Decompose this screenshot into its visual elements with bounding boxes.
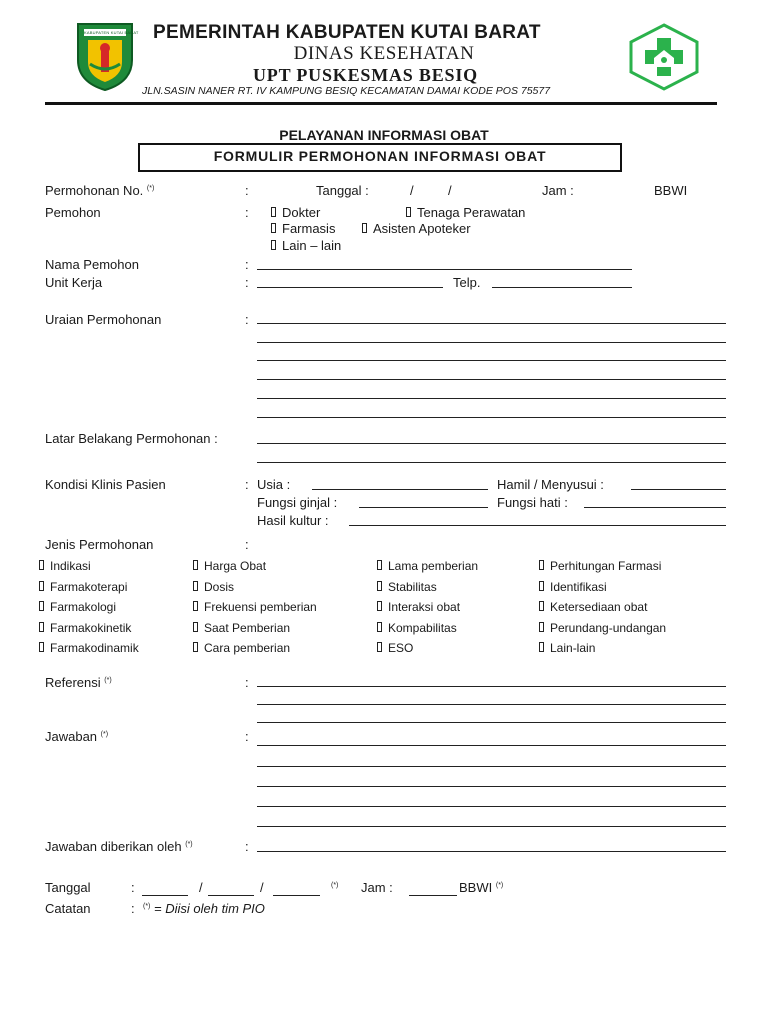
hamil-label: Hamil / Menyusui : [497,477,604,492]
kondisi-label: Kondisi Klinis Pasien [45,477,166,492]
form-title: FORMULIR PERMOHONAN INFORMASI OBAT [213,148,547,164]
colon: : [245,275,249,290]
checkbox[interactable] [193,622,198,632]
latar-line[interactable] [257,443,726,444]
jawaban-line[interactable] [257,766,726,767]
form-title-box [138,143,622,172]
checkbox[interactable] [377,622,382,632]
uraian-line[interactable] [257,398,726,399]
checkbox[interactable] [406,207,411,217]
date-slash: / [199,880,203,895]
checkbox[interactable] [39,601,44,611]
jawaban-line[interactable] [257,806,726,807]
colon: : [245,205,249,220]
jenis-item[interactable]: ESO [377,641,413,655]
colon: : [245,312,249,327]
checkbox[interactable] [362,223,367,233]
header-address: JLN.SASIN NANER RT. IV KAMPUNG BESIQ KECAMATAN DAMAI KODE POS 75577 [142,85,551,97]
checkbox[interactable] [39,642,44,652]
referensi-line[interactable] [257,686,726,687]
permohonan-no-label: Permohonan No. (*) [45,183,155,198]
jawaban-label: Jawaban (*) [45,729,109,744]
header-rule [45,102,717,105]
fungsi-hati-label: Fungsi hati : [497,495,568,510]
checkbox[interactable] [193,560,198,570]
latar-line[interactable] [257,462,726,463]
telp-field[interactable] [492,287,632,288]
checkbox[interactable] [193,581,198,591]
date-slash: / [410,183,414,198]
usia-label: Usia : [257,477,291,492]
pemohon-label: Pemohon [45,205,101,220]
jenis-item[interactable]: Interaksi obat [377,600,460,614]
tanggal-label: Tanggal : [316,183,369,198]
uraian-line[interactable] [257,417,726,418]
catatan-label: Catatan [45,901,91,916]
header-line2: DINAS KESEHATAN [293,43,475,64]
jawaban-line[interactable] [257,826,726,827]
unit-kerja-label: Unit Kerja [45,275,103,290]
uraian-label: Uraian Permohonan [45,312,162,327]
jenis-item[interactable]: Lain-lain [539,641,595,655]
option-asisten-apoteker[interactable]: Asisten Apoteker [362,221,471,236]
uraian-line[interactable] [257,342,726,343]
footer-tanggal-label: Tanggal [45,880,91,895]
checkbox[interactable] [539,642,544,652]
jenis-item[interactable]: Ketersediaan obat [539,600,647,614]
checkbox[interactable] [377,560,382,570]
nama-pemohon-field[interactable] [257,269,632,270]
unit-kerja-field[interactable] [257,287,443,288]
hamil-field[interactable] [631,489,726,490]
checkbox[interactable] [193,601,198,611]
checkbox[interactable] [539,622,544,632]
jenis-item[interactable]: Perhitungan Farmasi [539,559,661,573]
jam-label: Jam : [542,183,574,198]
header-line3: UPT PUSKESMAS BESIQ [253,65,478,85]
checkbox[interactable] [271,240,276,250]
referensi-label: Referensi (*) [45,675,112,690]
checkbox[interactable] [39,622,44,632]
header-line1: PEMERINTAH KABUPATEN KUTAI BARAT [153,22,541,43]
option-dokter[interactable]: Dokter [271,205,320,220]
nama-pemohon-label: Nama Pemohon [45,257,139,272]
date-slash: / [448,183,452,198]
checkbox[interactable] [539,581,544,591]
latar-label: Latar Belakang Permohonan : [45,431,218,446]
jawaban-line[interactable] [257,786,726,787]
colon: : [131,901,135,916]
jawaban-oleh-field[interactable] [257,851,726,852]
jenis-item[interactable]: Kompabilitas [377,621,457,635]
jenis-item[interactable]: Frekuensi pemberian [193,600,317,614]
checkbox[interactable] [39,560,44,570]
jenis-item[interactable]: Saat Pemberian [193,621,290,635]
referensi-line[interactable] [257,722,726,723]
checkbox[interactable] [271,223,276,233]
jenis-item[interactable]: Indikasi [39,559,91,573]
jenis-item[interactable]: Perundang-undangan [539,621,666,635]
usia-field[interactable] [312,489,488,490]
jawaban-line[interactable] [257,745,726,746]
jenis-item[interactable]: Stabilitas [377,580,437,594]
footer-year-field[interactable] [273,895,320,896]
footer-jam-label: Jam : [361,880,393,895]
checkbox[interactable] [271,207,276,217]
uraian-line[interactable] [257,360,726,361]
section-title: PELAYANAN INFORMASI OBAT [279,127,489,143]
uraian-line[interactable] [257,323,726,324]
fungsi-hati-field[interactable] [584,507,726,508]
date-slash: / [260,880,264,895]
colon: : [245,537,249,552]
jenis-item[interactable]: Farmakokinetik [39,621,131,635]
checkbox[interactable] [39,581,44,591]
hasil-kultur-field[interactable] [349,525,726,526]
checkbox[interactable] [377,601,382,611]
bbwi-label: BBWI [654,183,688,198]
fungsi-ginjal-label: Fungsi ginjal : [257,495,338,510]
colon: : [245,257,249,272]
jenis-item[interactable]: Lama pemberian [377,559,478,573]
jenis-item[interactable]: Farmakologi [39,600,116,614]
option-lain-lain[interactable]: Lain – lain [271,238,341,253]
catatan-text: (*) = Diisi oleh tim PIO [143,901,265,916]
jenis-item[interactable]: Identifikasi [539,580,607,594]
jawaban-oleh-label: Jawaban diberikan oleh (*) [45,839,193,854]
checkbox[interactable] [193,642,198,652]
checkbox[interactable] [539,601,544,611]
uraian-line[interactable] [257,379,726,380]
colon: : [245,729,249,744]
colon: : [245,183,249,198]
fungsi-ginjal-field[interactable] [359,507,488,508]
jenis-item[interactable]: Cara pemberian [193,641,290,655]
footer-jam-field[interactable] [409,895,457,896]
jenis-item[interactable]: Dosis [193,580,234,594]
footer-day-field[interactable] [142,895,188,896]
sup-mark: (*) [331,882,339,889]
jenis-item[interactable]: Farmakodinamik [39,641,139,655]
option-farmasis[interactable]: Farmasis [271,221,335,236]
colon: : [131,880,135,895]
option-tenaga-perawatan[interactable]: Tenaga Perawatan [406,205,525,220]
logo-text: KABUPATEN KUTAI BARAT [84,30,139,35]
colon: : [245,477,249,492]
checkbox[interactable] [377,581,382,591]
puskesmas-logo [628,22,700,92]
colon: : [245,675,249,690]
footer-bbwi-label: BBWI (*) [459,880,504,895]
hasil-kultur-label: Hasil kultur : [257,513,329,528]
jenis-item[interactable]: Farmakoterapi [39,580,127,594]
jenis-item[interactable]: Harga Obat [193,559,266,573]
telp-label: Telp. [453,275,481,290]
checkbox[interactable] [377,642,382,652]
colon: : [245,839,249,854]
jenis-label: Jenis Permohonan [45,537,154,552]
footer-month-field[interactable] [208,895,254,896]
checkbox[interactable] [539,560,544,570]
referensi-line[interactable] [257,704,726,705]
